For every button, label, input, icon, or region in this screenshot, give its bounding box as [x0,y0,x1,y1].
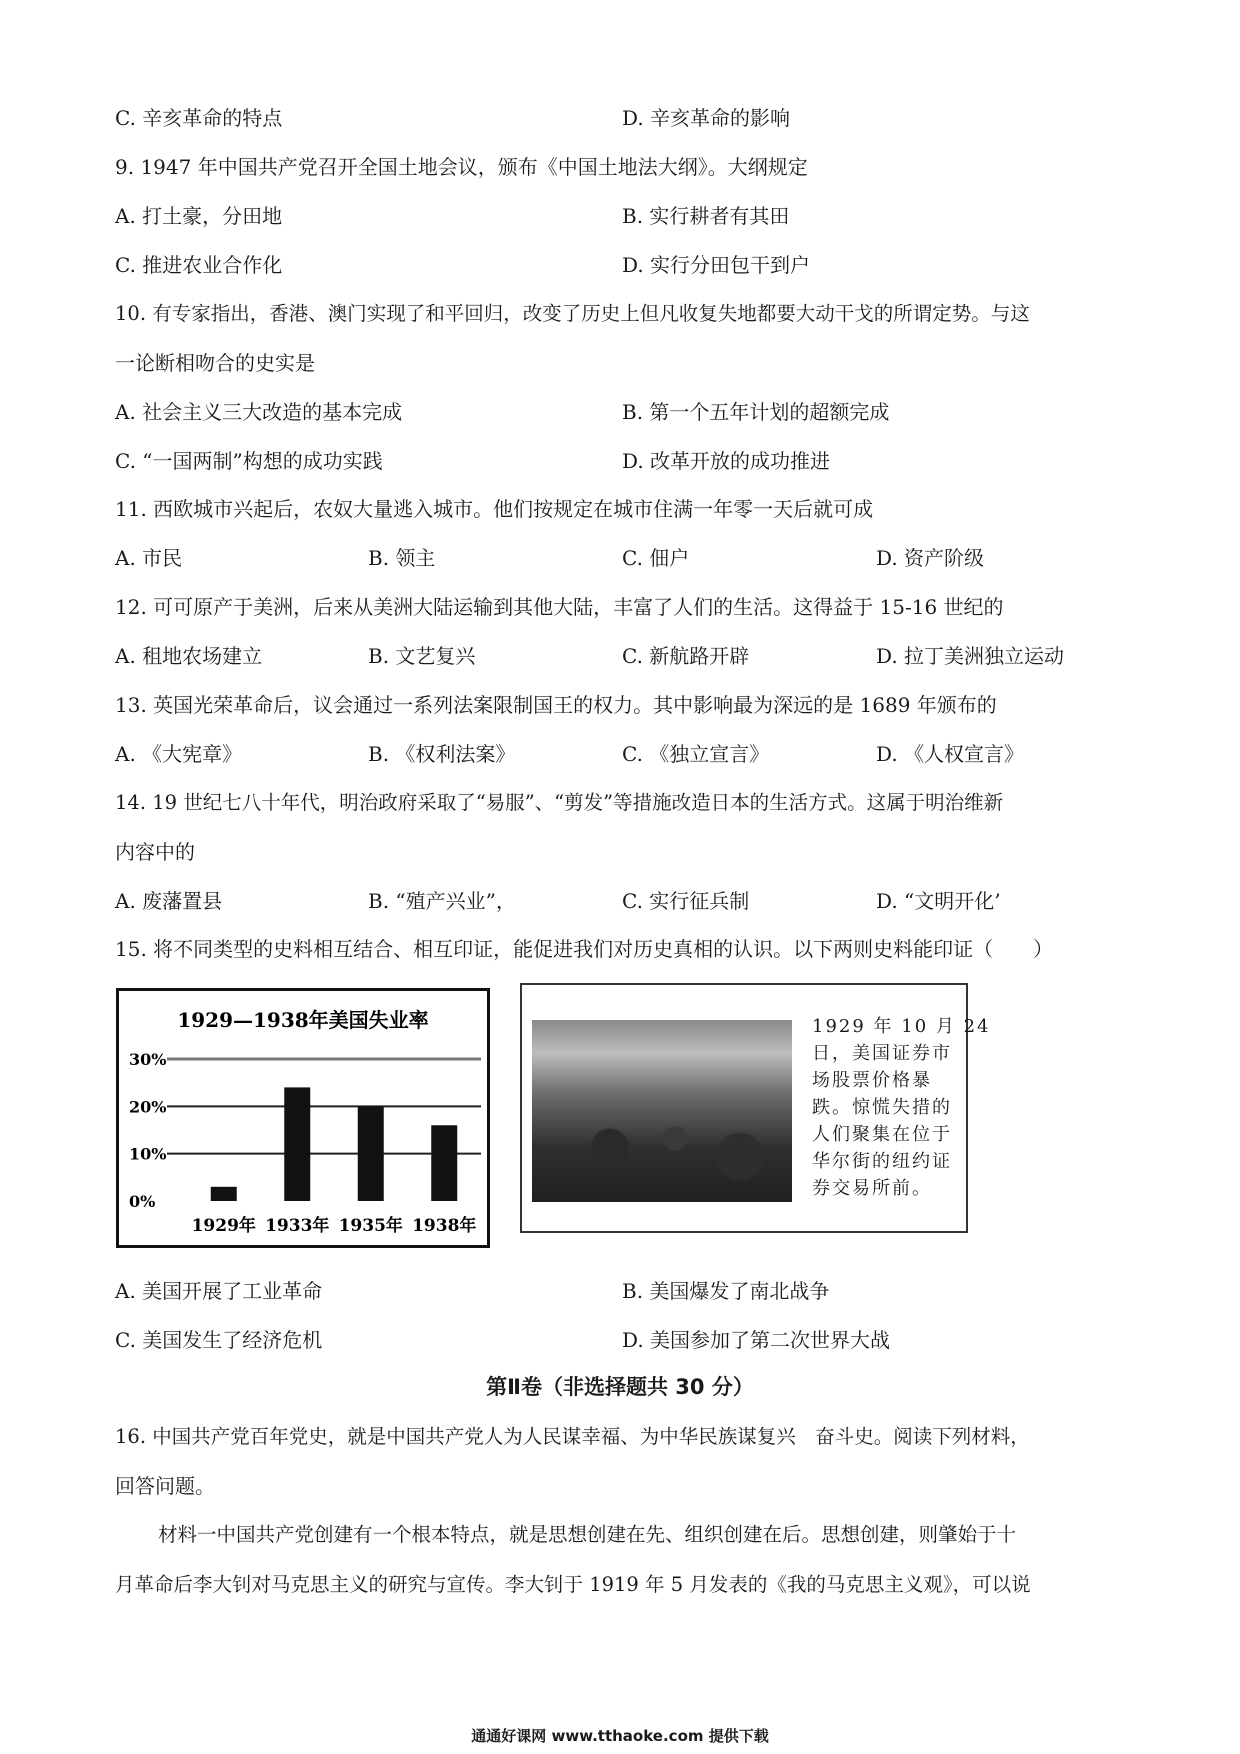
q15-option-a: A. 美国开展了工业革命 [115,1279,323,1303]
photo-caption-line: 券交易所前。 [812,1178,932,1199]
chart-xtick-label: 1933年 [265,1216,330,1236]
q10-stem-line2: 一论断相吻合的史实是 [115,351,315,375]
q16-material1-line1: 材料一中国共产党创建有一个根本特点，就是思想创建在先、组织创建在后。思想创建，则肇始于十 [158,1523,1017,1546]
q10-stem-line1: 10. 有专家指出，香港、澳门实现了和平回归，改变了历史上但凡收复失地都要大动干戈的所谓定势。与这 [115,302,1030,325]
q12-option-c: C. 新航路开辟 [622,644,750,668]
q15-option-b: B. 美国爆发了南北战争 [622,1279,830,1303]
q16-stem-line1: 16. 中国共产党百年党史，就是中国共产党人为人民谋幸福、为中华民族谋复兴 奋斗史。阅读下列材料， [115,1425,1030,1448]
q10-option-d: D. 改革开放的成功推进 [622,449,831,473]
q14-option-b: B. “殖产兴业”， [368,889,516,913]
q12-option-d: D. 拉丁美洲独立运动 [876,644,1065,668]
chart-bar [358,1106,384,1201]
chart-bar [211,1187,237,1201]
q8-option-c: C. 辛亥革命的特点 [115,106,283,130]
q16-material1-line2: 月革命后李大钊对马克思主义的研究与宣传。李大钊于 1919 年 5 月发表的《我的马克思主义观》，可以说 [115,1573,1031,1596]
q14-option-d: D. “文明开化’ [876,889,1001,913]
photo-caption-line: 场股票价格暴 [812,1070,932,1091]
chart-xtick-label: 1935年 [338,1216,403,1236]
q9-stem: 9. 1947 年中国共产党召开全国土地会议，颁布《中国土地法大纲》。大纲规定 [115,155,808,179]
q12-stem: 12. 可可原产于美洲，后来从美洲大陆运输到其他大陆，丰富了人们的生活。这得益于 15-16 世纪的 [115,595,1004,619]
q13-option-d: D. 《人权宣言》 [876,742,1025,766]
chart-ytick-label: 10% [129,1144,167,1164]
chart-bar [284,1087,310,1201]
q15-stem: 15. 将不同类型的史料相互结合、相互印证，能促进我们对历史真相的认识。以下两则史料能印证（ ） [115,937,1054,961]
chart-xtick-label: 1929年 [191,1216,256,1236]
q16-stem-line2: 回答问题。 [115,1474,215,1498]
wall-street-photo-panel [520,983,991,1233]
chart-ytick-label: 20% [129,1097,167,1117]
q14-stem-line2: 内容中的 [115,840,195,864]
q13-stem: 13. 英国光荣革命后，议会通过一系列法案限制国王的权力。其中影响最为深远的是 1689 年颁布的 [115,693,997,717]
q11-option-a: A. 市民 [115,546,183,570]
q12-option-b: B. 文艺复兴 [368,644,476,668]
q15-option-d: D. 美国参加了第二次世界大战 [622,1328,891,1352]
q12-option-a: A. 租地农场建立 [115,644,263,668]
unemployment-chart [116,988,490,1248]
q8-option-d: D. 辛亥革命的影响 [622,106,791,130]
q11-stem: 11. 西欧城市兴起后，农奴大量逃入城市。他们按规定在城市住满一年零一天后就可成 [115,497,874,521]
chart-ytick-label: 0% [129,1192,156,1211]
q14-stem-line1: 14. 19 世纪七八十年代，明治政府采取了“易服”、“剪发”等措施改造日本的生活方式。这属于明治维新 [115,791,1004,814]
photo-caption-line: 人们聚集在位于 [812,1124,952,1145]
unemployment-chart-svg [119,991,487,1245]
q10-option-c: C. “一国两制”构想的成功实践 [115,449,383,473]
q10-option-b: B. 第一个五年计划的超额完成 [622,400,890,424]
photo-caption-line: 1929 年 10 月 24 [812,1016,991,1037]
q10-option-a: A. 社会主义三大改造的基本完成 [115,400,403,424]
q14-option-c: C. 实行征兵制 [622,889,750,913]
q9-option-c: C. 推进农业合作化 [115,253,283,277]
photo-caption-line: 跌。惊慌失措的 [812,1097,952,1118]
section-title: 第Ⅱ卷（非选择题共 30 分） [486,1375,754,1399]
q9-option-b: B. 实行耕者有其田 [622,204,790,228]
chart-bar [431,1125,457,1201]
q13-option-a: A. 《大宪章》 [115,742,243,766]
footer-download-note: 通通好课网 www.tthaoke.com 提供下载 [471,1727,769,1745]
chart-title: 1929—1938年美国失业率 [177,1008,429,1032]
q9-option-a: A. 打土豪，分田地 [115,204,283,228]
photo-caption [812,1013,991,1202]
photo-caption-line: 华尔街的纽约证 [812,1151,952,1172]
q11-option-c: C. 佃户 [622,546,690,570]
q13-option-c: C. 《独立宣言》 [622,742,770,766]
q9-option-d: D. 实行分田包干到户 [622,253,811,277]
q15-option-c: C. 美国发生了经济危机 [115,1328,323,1352]
q11-option-d: D. 资产阶级 [876,546,985,570]
chart-xtick-label: 1938年 [412,1216,477,1236]
q14-option-a: A. 废藩置县 [115,889,223,913]
q11-option-b: B. 领主 [368,546,436,570]
chart-ytick-label: 30% [129,1050,167,1069]
q13-option-b: B. 《权利法案》 [368,742,516,766]
photo-caption-line: 日，美国证券市 [812,1043,952,1064]
stock-exchange-crowd-photo [532,1020,792,1202]
